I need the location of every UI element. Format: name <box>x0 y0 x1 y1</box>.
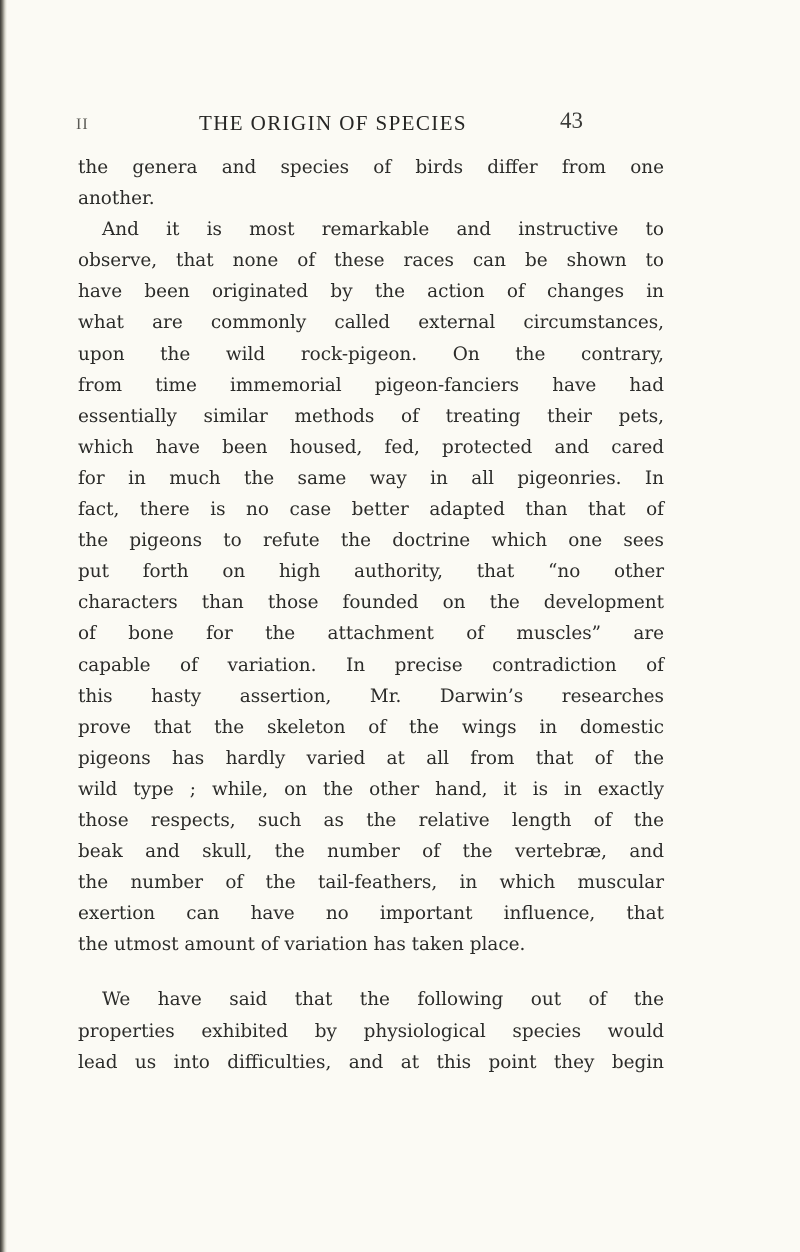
text-line: those respects, such as the relative length of the <box>78 809 664 831</box>
text-line: upon the wild rock-pigeon. On the contrary, <box>78 343 664 365</box>
body-text <box>78 152 664 1078</box>
text-line: which have been housed, fed, protected and cared <box>78 436 664 458</box>
text-line: properties exhibited by physiological species would <box>78 1020 664 1042</box>
paragraph <box>78 214 664 960</box>
text-line: for in much the same way in all pigeonries. In <box>78 467 664 489</box>
text-line: essentially similar methods of treating their pets, <box>78 405 664 427</box>
chapter-number: II <box>76 116 89 133</box>
text-line: wild type ; while, on the other hand, it is in exactly <box>78 778 664 800</box>
text-line: pigeons has hardly varied at all from that of the <box>78 747 664 769</box>
running-title: THE ORIGIN OF SPECIES <box>199 111 467 135</box>
text-line: prove that the skeleton of the wings in domestic <box>78 716 664 738</box>
page-number: 43 <box>560 108 583 133</box>
text-line: put forth on high authority, that “no other <box>78 561 664 583</box>
text-line: observe, that none of these races can be shown to <box>78 250 664 272</box>
text-line: exertion can have no important influence, that <box>78 903 664 925</box>
text-line: another. <box>78 188 155 210</box>
text-line: beak and skull, the number of the vertebræ, and <box>78 841 664 863</box>
paragraph <box>78 152 664 214</box>
text-line: lead us into difficulties, and at this point they begin <box>78 1051 664 1073</box>
text-line: what are commonly called external circumstances, <box>78 312 664 334</box>
text-line: the number of the tail-feathers, in which muscular <box>78 872 664 894</box>
text-line: the utmost amount of variation has taken place. <box>78 934 526 956</box>
text-line: have been originated by the action of changes in <box>78 281 664 303</box>
text-line: of bone for the attachment of muscles” are <box>78 623 664 645</box>
text-line: the pigeons to refute the doctrine which one sees <box>78 530 664 552</box>
text-line: We have said that the following out of the <box>102 989 664 1011</box>
text-line: from time immemorial pigeon-fanciers have had <box>78 374 664 396</box>
text-line: the genera and species of birds differ from one <box>78 157 664 178</box>
text-line: characters than those founded on the development <box>78 592 664 614</box>
text-line: capable of variation. In precise contradiction of <box>78 654 664 676</box>
page-binding-edge <box>0 0 7 1252</box>
paragraph <box>78 984 664 1077</box>
text-line: And it is most remarkable and instructive to <box>102 219 664 241</box>
paragraph-spacer <box>78 960 664 984</box>
text-line: fact, there is no case better adapted than that of <box>78 499 664 521</box>
text-line: this hasty assertion, Mr. Darwin’s researches <box>78 685 664 707</box>
page-header <box>0 108 800 142</box>
